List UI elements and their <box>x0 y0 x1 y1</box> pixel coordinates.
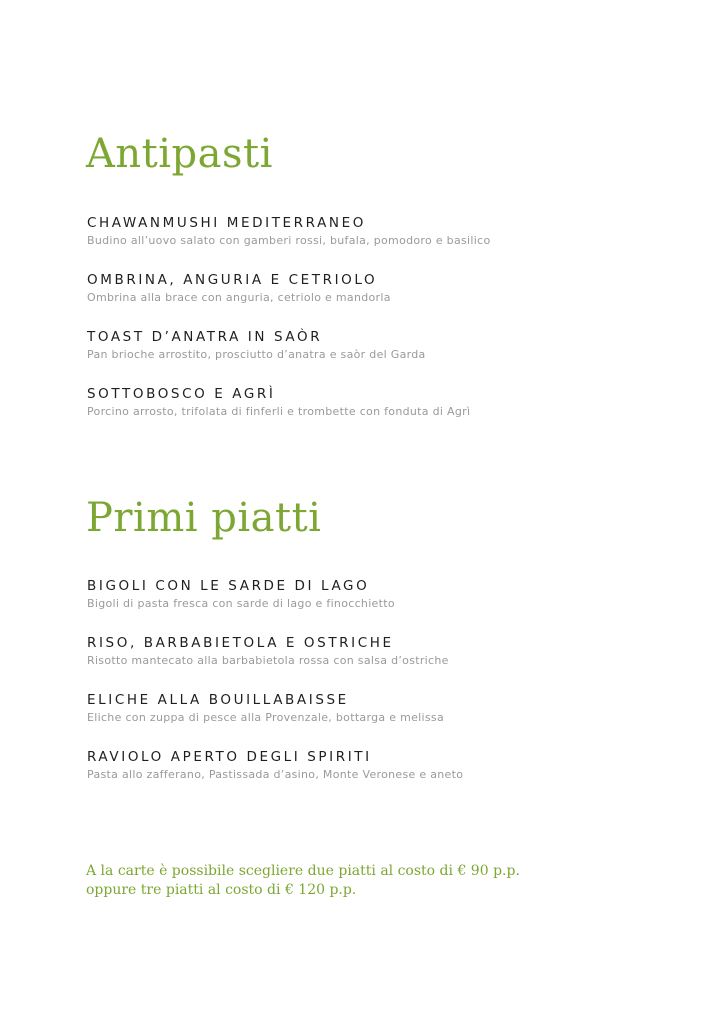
dish-name: CHAWANMUSHI MEDITERRANEO <box>87 215 366 231</box>
dish-item <box>87 635 707 668</box>
dish-description: Ombrina alla brace con anguria, cetriolo e mandorla <box>87 291 391 304</box>
dish-name: TOAST D’ANATRA IN SAÒR <box>87 329 323 345</box>
pricing-note-line-1: A la carte è possibile scegliere due piatti al costo di € 90 p.p. <box>86 863 520 879</box>
dish-description: Porcino arrosto, trifolata di finferli e trombette con fonduta di Agrì <box>87 405 471 418</box>
pricing-note-line-2: oppure tre piatti al costo di € 120 p.p. <box>86 882 357 898</box>
dish-item <box>87 578 707 611</box>
dish-item <box>87 692 707 725</box>
dish-description: Pasta allo zafferano, Pastissada d’asino, Monte Veronese e aneto <box>87 768 464 781</box>
pricing-note <box>86 862 646 900</box>
dish-item <box>87 272 707 305</box>
dish-description: Budino all’uovo salato con gamberi rossi, bufala, pomodoro e basilico <box>87 234 491 247</box>
dish-name: OMBRINA, ANGURIA E CETRIOLO <box>87 272 378 288</box>
section-title-antipasti: Antipasti <box>86 131 273 177</box>
dish-item <box>87 329 707 362</box>
dish-description: Risotto mantecato alla barbabietola rossa con salsa d’ostriche <box>87 654 449 667</box>
dish-item <box>87 386 707 419</box>
dish-item <box>87 749 707 782</box>
dish-name: SOTTOBOSCO E AGRÌ <box>87 386 276 402</box>
dish-name: RISO, BARBABIETOLA E OSTRICHE <box>87 635 394 651</box>
dish-name: ELICHE ALLA BOUILLABAISSE <box>87 692 349 708</box>
dish-description: Bigoli di pasta fresca con sarde di lago e finocchietto <box>87 597 395 610</box>
dish-item <box>87 215 707 248</box>
dish-description: Pan brioche arrostito, prosciutto d’anatra e saòr del Garda <box>87 348 426 361</box>
dish-description: Eliche con zuppa di pesce alla Provenzale, bottarga e melissa <box>87 711 444 724</box>
section-title-primi-piatti: Primi piatti <box>86 495 322 541</box>
dish-name: RAVIOLO APERTO DEGLI SPIRITI <box>87 749 372 765</box>
dish-name: BIGOLI CON LE SARDE DI LAGO <box>87 578 370 594</box>
